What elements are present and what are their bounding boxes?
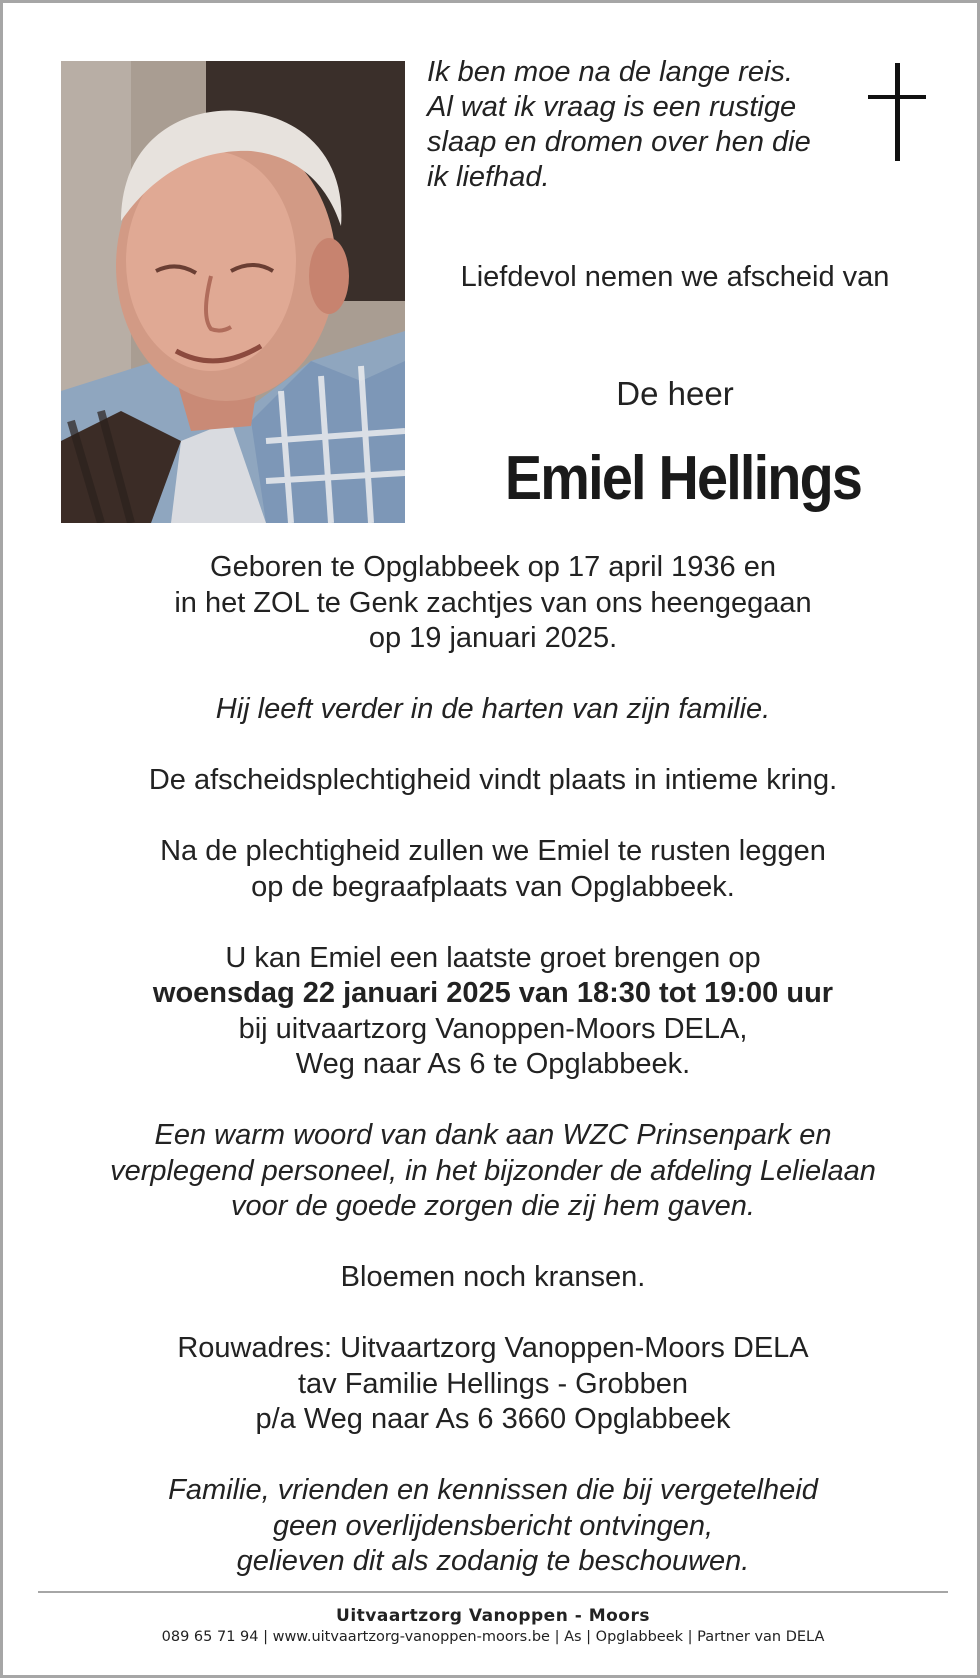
text-line: op 19 januari 2025. (368, 622, 618, 654)
text-line: p/a Weg naar As 6 3660 Opglabbeek (255, 1403, 731, 1435)
address-paragraph (43, 1331, 943, 1438)
text-line: Hij leeft verder in de harten van zijn familie. (215, 693, 771, 725)
legacy-paragraph (43, 692, 943, 728)
burial-paragraph (43, 834, 943, 905)
footer-divider (38, 1591, 948, 1593)
text-line: voor de goede zorgen die zij hem gaven. (231, 1190, 755, 1222)
poem-line: Al wat ik vraag is een rustige (427, 91, 797, 123)
text-line: Na de plechtigheid zullen we Emiel te rusten leggen (160, 835, 826, 867)
text-line: De afscheidsplechtigheid vindt plaats in intieme kring. (148, 764, 838, 796)
ceremony-paragraph (43, 763, 943, 799)
text-line: geen overlijdensbericht ontvingen, (272, 1509, 714, 1542)
announcement-body (43, 550, 943, 1615)
cross-horizontal-bar (868, 95, 926, 99)
title-prefix: De heer (616, 375, 734, 412)
text-line: in het ZOL te Genk zachtjes van ons heengegaan (174, 586, 812, 619)
visitation-paragraph (43, 941, 943, 1083)
portrait-photo (61, 61, 405, 523)
cross-icon (868, 63, 926, 163)
deceased-name: Emiel Hellings (504, 444, 862, 513)
text-line: U kan Emiel een laatste groet brengen op (225, 941, 761, 974)
text-line: bij uitvaartzorg Vanoppen-Moors DELA, (238, 1012, 748, 1045)
poem (427, 55, 847, 195)
notice-paragraph (43, 1473, 943, 1580)
poem-line: ik liefhad. (427, 161, 550, 193)
text-line: Bloemen noch kransen. (340, 1261, 646, 1293)
text-line: Familie, vrienden en kennissen die bij vergetelheid (168, 1474, 818, 1506)
text-line: gelieven dit als zodanig te beschouwen. (236, 1545, 750, 1577)
poem-line: Ik ben moe na de lange reis. (427, 56, 793, 88)
text-line: tav Familie Hellings - Grobben (297, 1367, 689, 1400)
text-line: Geboren te Opglabbeek op 17 april 1936 en (210, 551, 776, 583)
intro-text: Liefdevol nemen we afscheid van (460, 261, 890, 293)
footer-contact-info: 089 65 71 94 | www.uitvaartzorg-vanoppen-moors.be | As | Opglabbeek | Partner van DELA (161, 1629, 825, 1645)
thanks-paragraph (43, 1118, 943, 1225)
flowers-paragraph (43, 1260, 943, 1296)
text-line: verplegend personeel, in het bijzonder de afdeling Lelielaan (110, 1154, 876, 1187)
text-line: Weg naar As 6 te Opglabbeek. (295, 1048, 691, 1080)
text-line: Een warm woord van dank aan WZC Prinsenpark en (154, 1119, 832, 1151)
poem-line: slaap en dromen over hen die (427, 126, 811, 158)
birth-paragraph (43, 550, 943, 657)
footer-company-name: Uitvaartzorg Vanoppen - Moors (336, 1606, 650, 1626)
cross-vertical-bar (895, 63, 900, 161)
text-line: Rouwadres: Uitvaartzorg Vanoppen-Moors DELA (177, 1332, 809, 1364)
visitation-datetime: woensdag 22 januari 2025 van 18:30 tot 19:00 uur (152, 977, 834, 1009)
portrait-illustration (61, 61, 405, 523)
text-line: op de begraafplaats van Opglabbeek. (251, 870, 735, 903)
